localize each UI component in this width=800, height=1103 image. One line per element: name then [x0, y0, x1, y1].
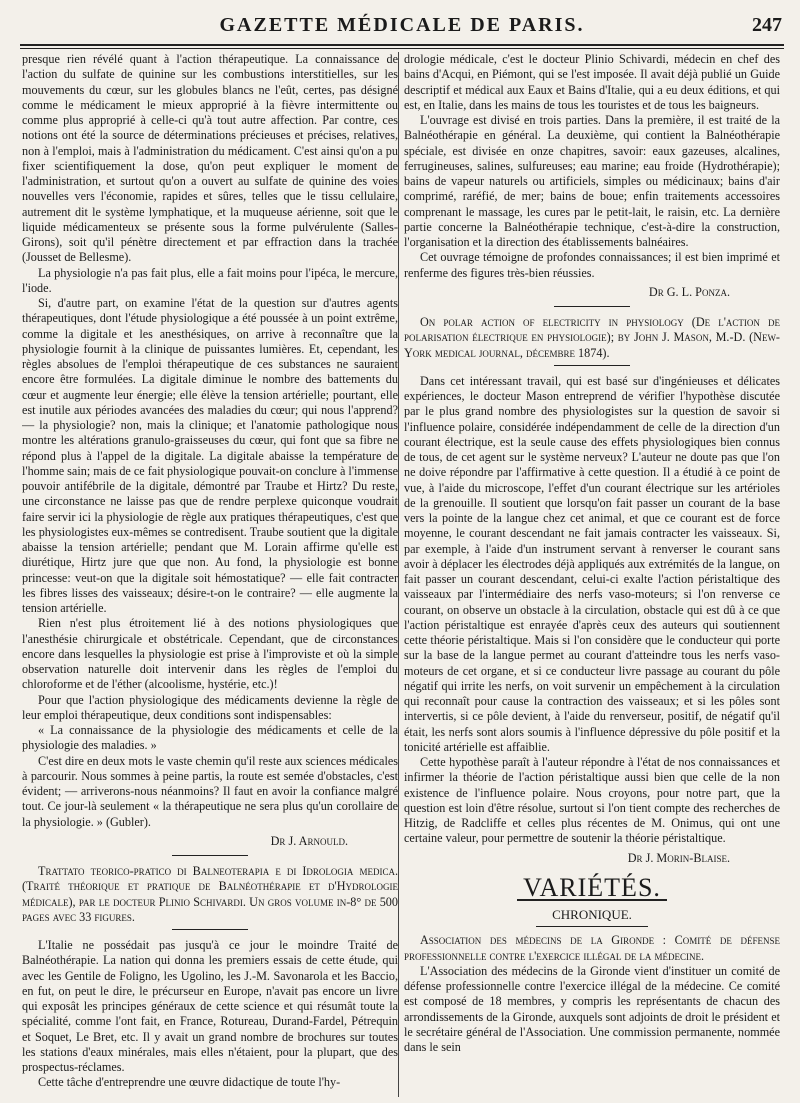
- paragraph: drologie médicale, c'est le docteur Plinio Schivardi, médecin en chef des bains d'Acqui, en Piémont, qui se l'est imposée. Il avait déjà publié un Guide descriptif et médical aux Eaux et Bains d'Italie, qui a eu deux éditions, et qui est, en Italie, dans les mains de tous les touristes et de tous les baigneurs.: [404, 52, 780, 112]
- paragraph: Cet ouvrage témoigne de profondes connaissances; il est bien imprimé et renferme des figures très-bien réussies.: [404, 250, 780, 280]
- paragraph: C'est dire en deux mots le vaste chemin qu'il reste aux sciences médicales à parcourir. Nous sommes à peine partis, la route est semée d'obstacles, c'est évident; — arriverons-nous néanmoins? Il faut en avoir la confiance malgré tout. Ce jour-là seulement « la thérapeutique ne sera plus qu'un corollaire de la physiologie. » (Gubler).: [22, 753, 398, 829]
- paragraph: Si, d'autre part, on examine l'état de la question sur d'autres agents thérapeutiques, dont l'étude physiologique a été poussée à un point extrême, comme la digitale et les anesthésiques, on arrive à reconnaître que la physiologie fournit à la clinique de puissantes lumières. Et, cependant, les règles absolues de l'emploi thérapeutique de ces substances ne sauraient encore être formulées. La digitale diminue le nombre des battements du cœur et augmente leur énergie; elle élève la tension artérielle; pourtant, elle est inutile aux périodes avancées des maladies du cœur; qui nous l'apprend? — la physiologie? non, mais la clinique; et l'anatomie pathologique nous montre les altérations granulo-graisseuses du cœur, qui font que sa fibre ne répond plus à l'appel de la digitale. La digitale abaisse la température de l'homme sain; mais de ce fait physiologique pouvait-on conclure à l'immense pouvoir antifébrile de la digitale, démontré par Traube et Hirtz? Du reste, une circonstance ne laisse pas que de rendre perplexe quiconque voudrait faire servir ici la physiologie de règle aux pratiques thérapeutiques, c'est que les physiologistes eux-mêmes se contredisent. Traube soutient que la digitale abaisse la tension artérielle; pendant que M. Lorain affirme qu'elle est diurétique, Hirtz jure que que non. Au fond, la physiologie est bonne princesse: veut-on que la digitale soit hémostatique? — elle fait contracter les fibres lisses des vaisseaux; désire-t-on le contraire? — elle augmente la tension artérielle.: [22, 296, 398, 615]
- article-title-polar-action: On polar action of electricity in physiology (De l'action de polarisation électrique en physiologie); by John J. Mason, M.-D. (New-York medical journal, décembre 1874).: [404, 315, 780, 360]
- signature-arnould: Dr J. Arnould.: [270, 833, 348, 848]
- paragraph: presque rien révélé quant à l'action thérapeutique. La connaissance de l'action du sulfate de quinine sur les combustions interstitielles, sur les mouvements du cœur, sur les globules blancs ne l'eût, certes, pas désigné comme le médicament le mieux approprié à la fièvre intermittente ou comme plus approprié à celle-ci qu'à tout autre affection. Par contre, ces notions ont été la source de déterminations précieuses et précises, relatives, non à l'emploi, mais à l'administration du médicament. C'est ainsi qu'on a pu fixer scientifiquement la dose, qu'on peut expliquer le moment de l'administration, et surtout qu'on a ouvert au sulfate de quinine des voies nouvelles vers l'économie, rapides et sûres, telles que le tissu cellulaire, autrement dit le système lymphatique, et la muqueuse aérienne, soit que le liquide médicamenteux se présente sous la forme pulvérulente (Salles-Girons), soit qu'il pénètre directement et par effraction dans la trachée (Jousset de Bellesme).: [22, 52, 398, 265]
- left-column: [22, 52, 398, 1097]
- header-rule: [20, 44, 784, 46]
- paragraph: L'ouvrage est divisé en trois parties. Dans la première, il est traité de la Balnéothérapie en général. La deuxième, qui contient la Balnéothérapie spéciale, est divisée en onze chapitres, savoir: eaux gazeuses, alcalines, ferrugineuses, salines, sulfureuses; eau marine; eau froide (Hydrothérapie); bains de vapeur naturels ou artificiels, simples ou médicinaux; bains d'air comprimé, raréfié, de mer; bains de boue; enfin traitements accessoires comprenant le massage, les cures par le petit-lait, le raisin, etc. La dernière partie concerne la Balnéothérapie technique, c'est-à-dire la construction, l'organisation et la direction des établissements balnéaires.: [404, 113, 780, 249]
- signature-ponza: Dr G. L. Ponza.: [648, 284, 730, 299]
- column-separator: [398, 52, 399, 1097]
- section-title-varietes: VARIÉTÉS.: [523, 872, 661, 902]
- header-rule-thin: [20, 48, 784, 49]
- separator-rule: [172, 929, 247, 930]
- paragraph: La physiologie n'a pas fait plus, elle a fait moins pour l'ipéca, le mercure, l'iode.: [22, 265, 398, 295]
- paragraph: Pour que l'action physiologique des médicaments devienne la règle de leur emploi thérapeutique, deux conditions sont indispensables:: [22, 692, 398, 722]
- paragraph: L'Italie ne possédait pas jusqu'à ce jour le moindre Traité de Balnéothérapie. La nation qui donna les premiers essais de cette étude, qui avec les Gentile de Foligno, les Ugolino, les J.-M. Savonarola et les Baccio, en fut, on peut le dire, le précurseur en Europe, n'avait pas encore un livre qui exposât les principes généraux de cette science et qui résumât toute la spécialité, comme l'ont fait, en France, Rotureau, Durand-Fardel, Pétrequin et Soquet, Le Bret, etc. Il y avait un grand nombre de brochures sur toutes les stations d'eaux minérales, mais elles n'étaient, pour la plupart, que des prospectus-réclames.: [22, 938, 398, 1074]
- page-number: 247: [752, 14, 782, 36]
- subsection-title-chronique: CHRONIQUE.: [552, 907, 632, 922]
- article-title-balneoterapia: Trattato teorico-pratico di Balneoterapia e di Idrologia medica. (Traité théorique et pratique de Balnéothérapie et d'Hydrologie médicale), par le docteur Plinio Schivardi. Un gros volume in-8° de 500 pages avec 33 figures.: [22, 864, 398, 924]
- chronique-heading: Association des médecins de la Gironde : Comité de défense professionnelle contre l'exercice illégal de la médecine.: [404, 933, 780, 963]
- paragraph: Rien n'est plus étroitement lié à des notions physiologiques que l'anesthésie chirurgicale et obstétricale. Cependant, que de circonstances encore dans lesquelles la physiologie est prise à l'improviste et où la simple observation naturelle doit intervenir dans les règles de l'emploi du chloroforme et de l'éther (alcoolisme, hystérie, etc.)!: [22, 616, 398, 692]
- separator-rule: [554, 365, 629, 366]
- separator-rule: [172, 855, 247, 856]
- paragraph: Cette tâche d'entreprendre une œuvre didactique de toute l'hy-: [38, 1075, 341, 1090]
- right-column: [404, 52, 780, 1097]
- quote: « La connaissance de la physiologie des médicaments et celle de la physiologie des maladies. »: [22, 723, 398, 753]
- subsection-rule: [536, 926, 649, 927]
- paragraph: Dans cet intéressant travail, qui est basé sur d'ingénieuses et délicates expériences, le docteur Mason entreprend de vérifier l'hypothèse discutée par le plus grand nombre des physiologistes sur la question de savoir si l'influence polaire, considérée indépendamment de celle de la direction d'un courant électrique, est la seule cause des effets physiologiques bien connus de tous, de cet agent sur le système nerveux? L'auteur ne doute pas que l'on ne doive répondre par l'affirmative à cette question. Il a étudié à ce point de vue, à l'aide du microscope, l'effet d'un courant électrique sur les artérioles de la grenouille. Il soutient que lorsqu'on fait passer un courant de la base vers la pointe de la langue chez cet animal, et que ce courant est de force moyenne, le courant descendant ne fait jamais contracter les vaisseaux. Si, par exemple, à l'aide d'un instrument servant à renverser le courant sans avoir à déplacer les électrodes déjà appliqués aux extrémités de la langue, on fait passer un courant descendant, celui-ci exalte l'action péristaltique des vaisseaux par l'intermédiaire des nerfs vaso-moteurs; si l'on renverse ce courant, on observe un obstacle à la circulation, obstacle qui est dû à ce que l'action péristaltique est enrayée d'après ceux des auteurs qui soutiennent cette théorie péristaltique. Mais si l'on considère que le conducteur qui porte sur la base de la langue permet au courant d'atteindre tous les nerfs vaso-moteurs de cet organe, et si ce conducteur livre passage au courant du pôle négatif qui irrite les nerfs, on voit survenir un empêchement à la circulation qui reconnaît pour cause la contraction des vaisseaux; et si les pôles sont intervertis, si ce pôle devient, à l'aide du renverseur, positif, de négatif qu'il était, les nerfs sont alors soumis à l'influence dépressive du pôle positif et la tonicité artérielle est affaiblie.: [404, 373, 780, 754]
- paragraph: L'Association des médecins de la Gironde vient d'instituer un comité de défense professionnelle contre l'exercice illégal de la médecine. Ce comité est composé de 18 membres, y compris les représentants de chacun des arrondissements de la Gironde, auxquels sont adjoints de droit le président et le secrétaire général de l'Association. Une commission permanente, nommée dans le sein: [404, 963, 780, 1054]
- paragraph: Cette hypothèse paraît à l'auteur répondre à l'état de nos connaissances et infirmer la théorie de l'action péristaltique aussi bien que celle de la non existence de l'influence polaire. Nous croyons, pour notre part, que la question est loin d'être résolue, surtout si l'on tient compte des recherches de Hitzig, de Radcliffe et celles plus récentes de M. Onimus, qui ont une certaine valeur, pour permettre de soutenir la théorie péristaltique.: [404, 755, 780, 846]
- page-header: [22, 6, 782, 46]
- separator-rule: [554, 306, 629, 307]
- signature-morin-blaise: Dr J. Morin-Blaise.: [627, 850, 730, 865]
- journal-title: GAZETTE MÉDICALE DE PARIS.: [219, 14, 585, 36]
